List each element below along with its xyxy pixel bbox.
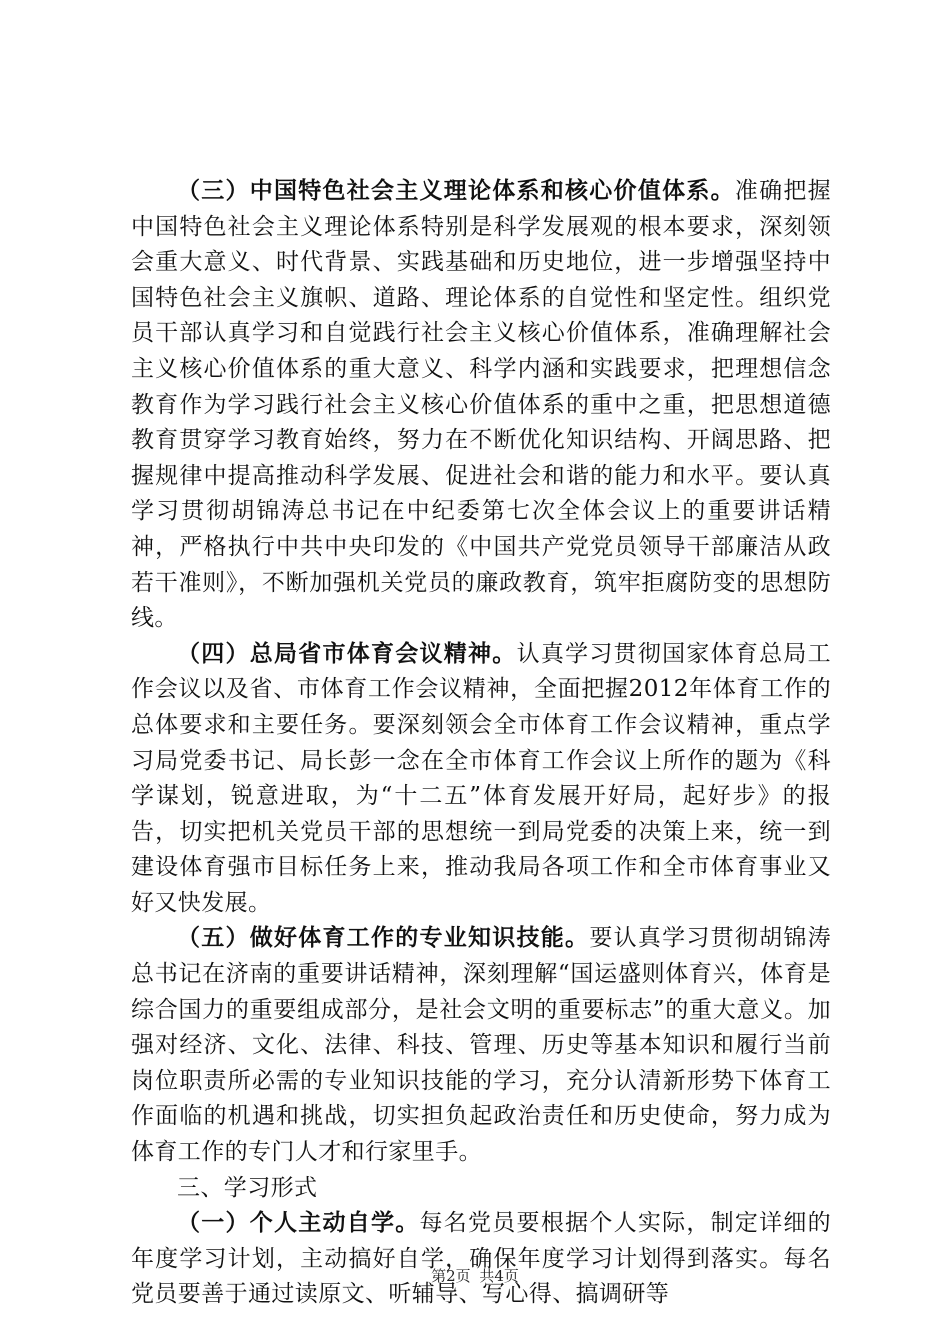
page-number: 第2页: [431, 1267, 471, 1285]
paragraph-text: 准确把握中国特色社会主义理论体系特别是科学发展观的根本要求，深刻领会重大意义、时代背景、实践基础和历史地位，进一步增强坚持中国特色社会主义旗帜、道路、理论体系的自觉性和坚定性。组织党员干部认真学习和自觉践行社会主义核心价值体系，准确理解社会主义核心价值体系的重大意义、科学内涵和实践要求，把理想信念教育作为学习践行社会主义核心价值体系的重中之重，把思想道德教育贯穿学习教育始终，努力在不断优化知识结构、开阔思路、把握规律中提高推动科学发展、促进社会和谐的能力和水平。要认真学习贯彻胡锦涛总书记在中纪委第七次全体会议上的重要讲话精神，严格执行中共中央印发的《中国共产党党员领导干部廉洁从政若干准则》，不断加强机关党员的廉政教育，筑牢拒腐防变的思想防线。: [131, 178, 831, 632]
paragraph-heading: （五）做好体育工作的专业知识技能。: [177, 925, 590, 952]
paragraph-heading: （四）总局省市体育会议精神。: [177, 640, 517, 667]
paragraph-self-study: [131, 1206, 831, 1313]
paragraph-sports-meetings: [131, 637, 831, 922]
document-body: [131, 174, 831, 1313]
paragraph-core-values: [131, 174, 831, 637]
paragraph-text: 认真学习贯彻国家体育总局工作会议以及省、市体育工作会议精神，全面把握2012年体育工作的总体要求和主要任务。要深刻领会全市体育工作会议精神，重点学习局党委书记、局长彭一念在全市体育工作会议上所作的题为《科学谋划，锐意进取，为“十二五”体育发展开好局，起好步》的报告，切实把机关党员干部的思想统一到局党委的决策上来，统一到建设体育强市目标任务上来，推动我局各项工作和全市体育事业又好又快发展。: [131, 640, 832, 916]
page-footer: [0, 1265, 950, 1286]
paragraph-text: 每名党员要根据个人实际，制定详细的年度学习计划，主动搞好自学，确保年度学习计划得到落实。每名党员要善于通过读原文、听辅导、写心得、搞调研等: [131, 1210, 832, 1308]
paragraph-professional-skills: [131, 921, 831, 1170]
section-title-study-forms: 三、学习形式: [177, 1174, 318, 1201]
paragraph-heading: （一）个人主动自学。: [177, 1210, 420, 1237]
paragraph-text: 要认真学习贯彻胡锦涛总书记在济南的重要讲话精神，深刻理解“国运盛则体育兴，体育是综合国力的重要组成部分，是社会文明的重要标志”的重大意义。加强对经济、文化、法律、科技、管理、历史等基本知识和履行当前岗位职责所必需的专业知识技能的学习，充分认清新形势下体育工作面临的机遇和挑战，切实担负起政治责任和历史使命，努力成为体育工作的专门人才和行家里手。: [131, 925, 831, 1166]
paragraph-heading: （三）中国特色社会主义理论体系和核心价值体系。: [177, 178, 735, 204]
page-total: 共4页: [479, 1267, 519, 1285]
